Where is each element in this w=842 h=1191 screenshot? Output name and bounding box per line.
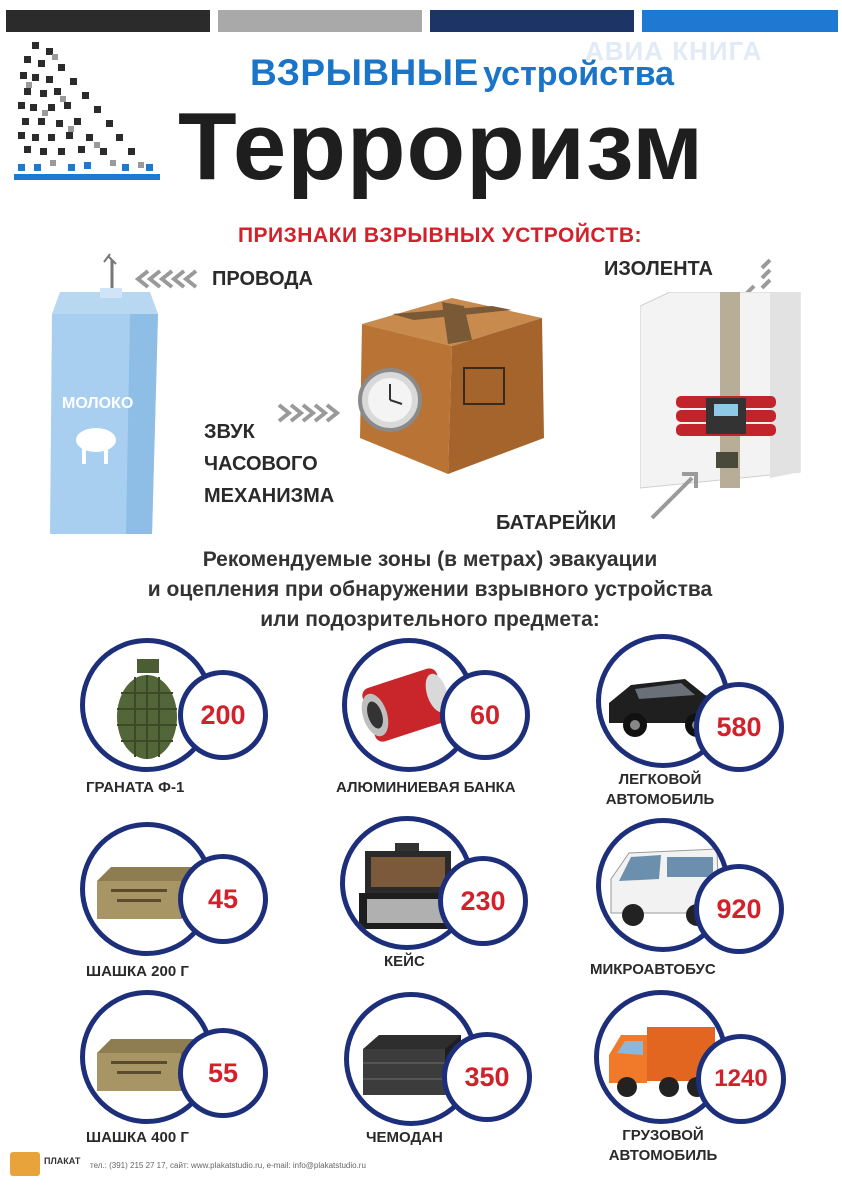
zone-item-grenade: [80, 638, 330, 808]
zone-label: [384, 952, 425, 972]
zone-label-line2: АВТОМОБИЛЬ: [608, 1147, 718, 1164]
label-clock-line3: МЕХАНИЗМА: [204, 485, 335, 507]
signs-heading: ПРИЗНАКИ ВЗРЫВНЫХ УСТРОЙСТВ:: [237, 224, 643, 247]
zone-distance-badge: 1240: [696, 1034, 786, 1124]
label-clock-line2: ЧАСОВОГО: [204, 453, 318, 475]
dynamite-pack-icon: [640, 292, 804, 492]
publisher-contacts: тел.: (391) 215 27 17, сайт: www.plakatstudio.ru, e-mail: info@plakatstudio.ru: [90, 1161, 366, 1170]
label-clock-sound: [204, 416, 334, 512]
zone-item-can: [336, 638, 592, 808]
publisher-name: ПЛАКАТ: [44, 1156, 81, 1166]
zone-distance-badge: 60: [440, 670, 530, 760]
poster-title: Терроризм: [178, 93, 705, 200]
zone-label-line1: ШАШКА 200 Г: [86, 963, 189, 980]
label-wires: ПРОВОДА: [212, 268, 313, 290]
carton-label: МОЛОКО: [62, 395, 134, 412]
zone-distance-badge: 350: [442, 1032, 532, 1122]
milk-carton-icon: [40, 252, 170, 537]
zone-item-car: [596, 634, 842, 808]
zones-intro-line3: или подозрительного предмета:: [260, 608, 600, 631]
zone-label: [600, 770, 720, 810]
watermark: АВИА КНИГА: [585, 36, 763, 66]
header-stripe-navy: [430, 10, 634, 32]
zone-item-block-400: [80, 990, 330, 1160]
label-tape: ИЗОЛЕНТА: [604, 258, 713, 280]
zone-item-block-200: [80, 822, 330, 992]
zone-label: [598, 1126, 728, 1166]
label-clock-line1: ЗВУК: [204, 421, 255, 443]
zone-item-briefcase: [340, 816, 590, 986]
zones-intro-line2: и оцепления при обнаружении взрывного устройства: [147, 578, 713, 601]
zone-distance-badge: 45: [178, 854, 268, 944]
header-stripe-black: [6, 10, 210, 32]
zone-distance-badge: 920: [694, 864, 784, 954]
zone-label-line2: АВТОМОБИЛЬ: [605, 791, 715, 808]
zone-label-line1: ГРУЗОВОЙ: [622, 1127, 704, 1144]
header-stripe-blue: [642, 10, 838, 32]
header-stripe-gray: [218, 10, 422, 32]
zone-label: [366, 1128, 443, 1148]
poster-subtitle: [250, 52, 810, 94]
zone-item-suitcase: [344, 992, 594, 1162]
zone-label-line1: КЕЙС: [384, 953, 425, 970]
zone-distance-badge: 200: [178, 670, 268, 760]
zone-item-minibus: [590, 818, 842, 988]
zone-label-line1: ЧЕМОДАН: [366, 1129, 443, 1146]
footer: [10, 1152, 410, 1180]
zone-label: [590, 960, 716, 980]
zone-label-line1: ШАШКА 400 Г: [86, 1129, 189, 1146]
zone-label-line1: ЛЕГКОВОЙ: [618, 771, 702, 788]
arrow-icon: [134, 268, 202, 290]
zone-label: [86, 1128, 189, 1148]
zones-intro-line1: Рекомендуемые зоны (в метрах) эвакуации: [202, 548, 658, 571]
pixel-mosaic-logo: [12, 38, 162, 188]
zone-distance-badge: 230: [438, 856, 528, 946]
zone-distance-badge: 580: [694, 682, 784, 772]
zones-intro: [60, 545, 800, 635]
zone-label-line1: АЛЮМИНИЕВАЯ БАНКА: [336, 779, 516, 796]
zone-label: [86, 778, 184, 798]
zone-label: [336, 778, 516, 798]
zone-label: [86, 962, 189, 982]
box-with-clock-icon: [352, 288, 552, 478]
zone-item-truck: [594, 990, 842, 1164]
zone-distance-badge: 55: [178, 1028, 268, 1118]
arrow-icon: [646, 466, 706, 524]
zone-label-line1: ГРАНАТА Ф-1: [86, 779, 185, 796]
publisher-logo: [10, 1152, 40, 1176]
label-batteries: БАТАРЕЙКИ: [496, 512, 617, 534]
zone-label-line1: МИКРОАВТОБУС: [590, 961, 716, 978]
subtitle-caps: ВЗРЫВНЫЕ: [250, 52, 479, 93]
subtitle-lower: устройства: [483, 55, 675, 93]
